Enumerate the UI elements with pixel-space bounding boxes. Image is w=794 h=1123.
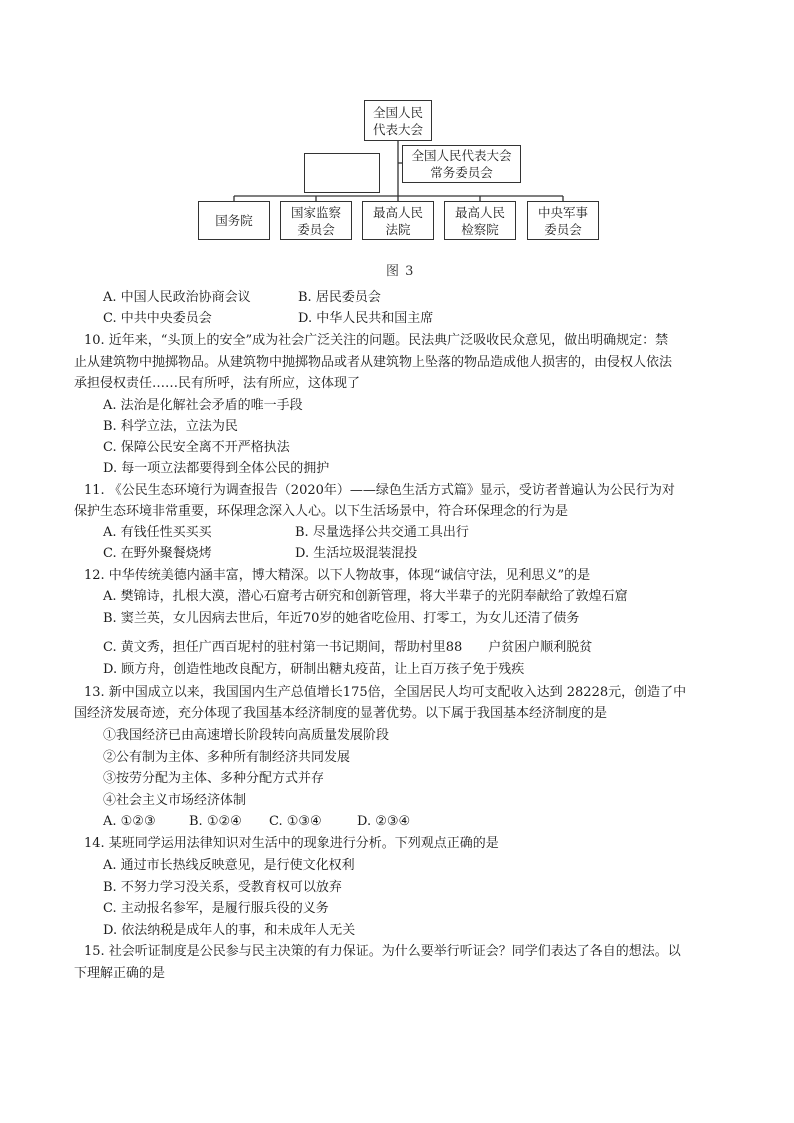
q9-options-row2 (103, 309, 433, 329)
q11-option-b: B. 尽量选择公共交通工具出行 (295, 525, 469, 540)
q13-item-3: ③按劳分配为主体、多种分配方式并存 (103, 771, 325, 786)
q13-option-d: D. ②③④ (357, 814, 411, 829)
q13-options-row (103, 812, 410, 832)
q13-item-2: ②公有制为主体、多种所有制经济共同发展 (103, 750, 351, 765)
q11-stem-line2: 保护生态环境非常重要，环保理念深入人心。以下生活场景中，符合环保理念的行为是 (74, 504, 569, 519)
q10-option-a: A. 法治是化解社会矛盾的唯一手段 (103, 398, 303, 413)
q12-option-b: B. 窦兰英，女儿因病去世后，年近70岁的她省吃俭用、打零工，为女儿还清了债务 (103, 611, 580, 626)
q9-option-b: B. 居民委员会 (298, 290, 381, 305)
diagram-connectors (0, 0, 794, 290)
q9-option-a: A. 中国人民政治协商会议 (103, 290, 251, 305)
q11-options-row1 (103, 523, 469, 543)
q9-options-row1 (103, 288, 381, 308)
supervisory-commission-box: 国家监察 委员会 (280, 201, 352, 240)
npc-box: 全国人民 代表大会 (364, 100, 432, 141)
q11-option-c: C. 在野外聚餐烧烤 (103, 546, 212, 561)
q10-stem-line3: 承担侵权责任……民有所呼，法有所应，这体现了 (74, 376, 361, 391)
q11-option-d: D. 生活垃圾混装混投 (295, 546, 418, 561)
q10-stem-line2: 止从建筑物中抛掷物品。从建筑物中抛掷物品或者从建筑物上坠落的物品造成他人损害的，由侵权人依法 (74, 355, 673, 370)
q13-option-c: C. ①③④ (269, 814, 322, 829)
q10-option-d: D. 每一项立法都要得到全体公民的拥护 (103, 461, 330, 476)
supreme-procuratorate-box: 最高人民 检察院 (444, 201, 516, 240)
q13-option-a: A. ①②③ (103, 814, 156, 829)
q12-option-d: D. 顾方舟，创造性地改良配方，研制出糖丸疫苗，让上百万孩子免于残疾 (103, 662, 525, 677)
q13-item-4: ④社会主义市场经济体制 (103, 793, 247, 808)
q9-option-d: D. 中华人民共和国主席 (298, 311, 434, 326)
q9-option-c: C. 中共中央委员会 (103, 311, 212, 326)
q15-stem-line2: 下理解正确的是 (74, 966, 166, 981)
empty-box (304, 153, 380, 193)
q13-option-b: B. ①②④ (189, 814, 242, 829)
q14-option-d: D. 依法纳税是成年人的事，和未成年人无关 (103, 923, 356, 938)
q12-option-c: C. 黄文秀，担任广西百坭村的驻村第一书记期间，帮助村里88 户贫困户顺利脱贫 (103, 640, 593, 655)
q11-stem-line1: 11. 《公民生态环境行为调查报告（2020年）——绿色生活方式篇》显示，受访者普遍认为公民行为对 (84, 483, 675, 498)
supreme-court-box: 最高人民 法院 (362, 201, 434, 240)
q10-option-b: B. 科学立法，立法为民 (103, 419, 238, 434)
q14-option-b: B. 不努力学习没关系，受教育权可以放弃 (103, 880, 342, 895)
state-structure-diagram (0, 0, 794, 290)
q13-stem-line2: 国经济发展奇迹，充分体现了我国基本经济制度的显著优势。以下属于我国基本经济制度的是 (74, 706, 608, 721)
state-council-box: 国务院 (198, 201, 270, 240)
q10-stem-line1: 10. 近年来，“头顶上的安全”成为社会广泛关注的问题。民法典广泛吸收民众意见，做出明确规定：禁 (84, 333, 669, 348)
central-military-commission-box: 中央军事 委员会 (527, 201, 599, 240)
q13-stem-line1: 13. 新中国成立以来，我国国内生产总值增长175倍，全国居民人均可支配收入达到 28228元，创造了中 (84, 685, 687, 700)
q14-stem: 14. 某班同学运用法律知识对生活中的现象进行分析。下列观点正确的是 (84, 836, 499, 851)
q14-option-a: A. 通过市长热线反映意见，是行使文化权利 (103, 858, 355, 873)
q11-options-row2 (103, 544, 417, 564)
q10-option-c: C. 保障公民安全离不开严格执法 (103, 440, 290, 455)
q13-item-1: ①我国经济已由高速增长阶段转向高质量发展阶段 (103, 728, 390, 743)
q15-stem-line1: 15. 社会听证制度是公民参与民主决策的有力保证。为什么要举行听证会？同学们表达了各自的想法。以 (84, 944, 681, 959)
q12-stem: 12. 中华传统美德内涵丰富，博大精深。以下人物故事，体现“诚信守法，见利思义”的是 (84, 568, 591, 583)
q14-option-c: C. 主动报名参军，是履行服兵役的义务 (103, 901, 329, 916)
q11-option-a: A. 有钱任性买买买 (103, 525, 212, 540)
figure-caption: 图 3 (386, 264, 415, 279)
q12-option-a: A. 樊锦诗，扎根大漠，潜心石窟考古研究和创新管理，将大半辈子的光阴奉献给了敦煌石窟 (103, 589, 628, 604)
npc-standing-committee-box: 全国人民代表大会 常务委员会 (402, 145, 521, 183)
